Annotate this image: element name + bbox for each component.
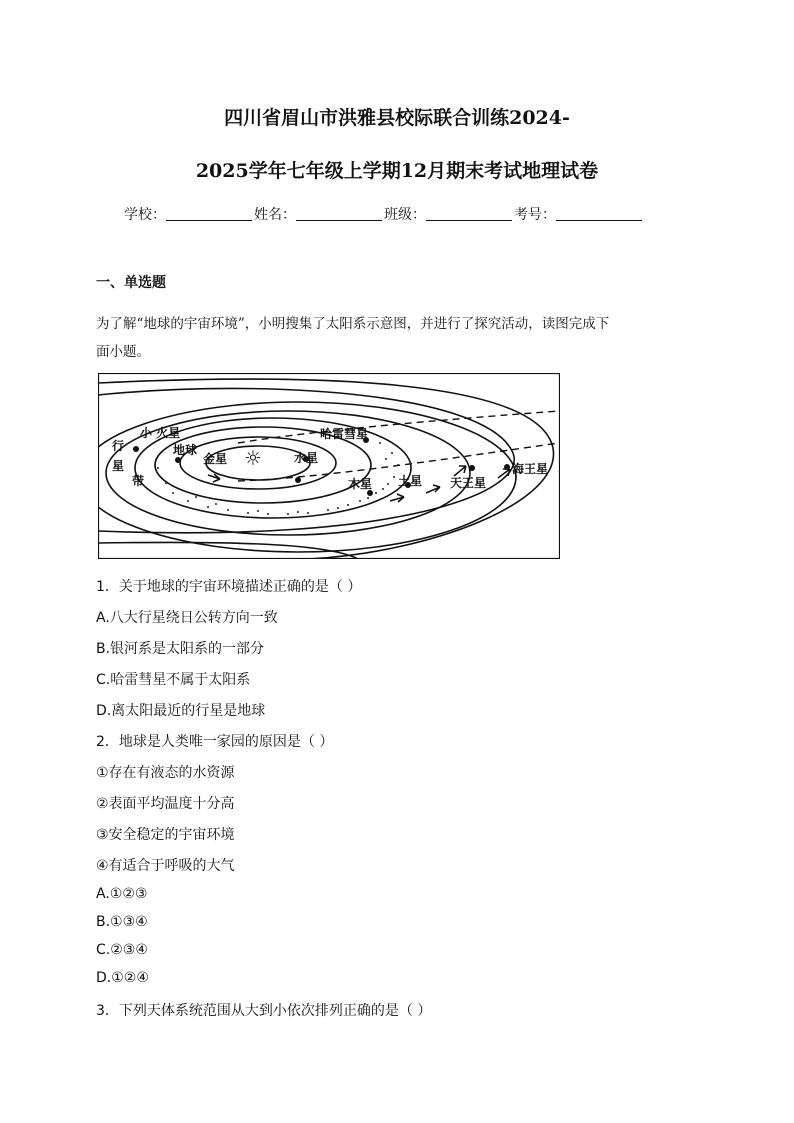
label-uranus: 天王星 (450, 476, 487, 490)
question-2-statement-2: ②表面平均温度十分高 (96, 796, 235, 812)
class-label: 班级： (384, 207, 426, 223)
label-mercury: 水星 (294, 451, 319, 465)
exam-title-line2: 2025学年七年级上学期12月期末考试地理试卷 (195, 160, 599, 182)
school-label: 学校： (124, 207, 166, 223)
name-blank (296, 206, 382, 221)
question-3-stem: 3．下列天体系统范围从大到小依次排列正确的是（ ） (96, 1003, 432, 1019)
label-neptune: 海王星 (512, 462, 549, 476)
question-2-option-b[interactable]: B.①③④ (96, 914, 148, 930)
section-heading: 一、单选题 (96, 275, 166, 291)
earth-dot (175, 457, 181, 463)
question-2-statement-1: ①存在有液态的水资源 (96, 765, 235, 781)
number-blank (556, 206, 642, 221)
class-blank (426, 206, 512, 221)
intro-line1: 为了解“地球的宇宙环境”，小明搜集了太阳系示意图，并进行了探究活动，读图完成下 (96, 316, 610, 332)
question-2-stem: 2．地球是人类唯一家园的原因是（ ） (96, 734, 334, 750)
question-2-option-a[interactable]: A.①②③ (96, 886, 148, 902)
question-2-statement-4: ④有适合于呼吸的大气 (96, 858, 235, 874)
exam-title-line1: 四川省眉山市洪雅县校际联合训练2024- (224, 107, 570, 129)
question-1-option-d[interactable]: D.离太阳最近的行星是地球 (96, 703, 266, 719)
question-2-statement-3: ③安全稳定的宇宙环境 (96, 827, 235, 843)
label-comet: 哈雷彗星 (320, 427, 369, 441)
school-blank (166, 206, 252, 221)
student-info-row (124, 204, 644, 224)
label-belt-1: 行 (112, 439, 125, 453)
venus-dot (295, 477, 301, 483)
intro-text (96, 310, 696, 366)
uranus-dot (469, 465, 475, 471)
label-venus: 金星 (203, 452, 228, 466)
name-label: 姓名： (254, 207, 296, 223)
question-1-option-a[interactable]: A.八大行星绕日公转方向一致 (96, 610, 278, 626)
label-earth: 地球 (173, 443, 198, 457)
question-2-option-c[interactable]: C.②③④ (96, 942, 148, 958)
mars-dot (133, 446, 139, 452)
question-1-option-b[interactable]: B.银河系是太阳系的一部分 (96, 641, 265, 657)
question-1-stem: 1．关于地球的宇宙环境描述正确的是（ ） (96, 579, 362, 595)
label-jupiter: 木星 (348, 477, 373, 491)
solar-system-diagram (98, 373, 560, 559)
intro-line2: 面小题。 (96, 344, 150, 360)
question-2-option-d[interactable]: D.①②④ (96, 970, 149, 986)
number-label: 考号： (514, 207, 556, 223)
label-mars: 小 火星 (140, 426, 181, 440)
label-saturn: 土星 (398, 474, 423, 488)
sun-icon: ☼ (244, 446, 262, 470)
question-1-option-c[interactable]: C.哈雷彗星不属于太阳系 (96, 672, 251, 688)
label-belt-2: 星 (112, 459, 125, 473)
label-belt-3: 带 (132, 474, 145, 488)
